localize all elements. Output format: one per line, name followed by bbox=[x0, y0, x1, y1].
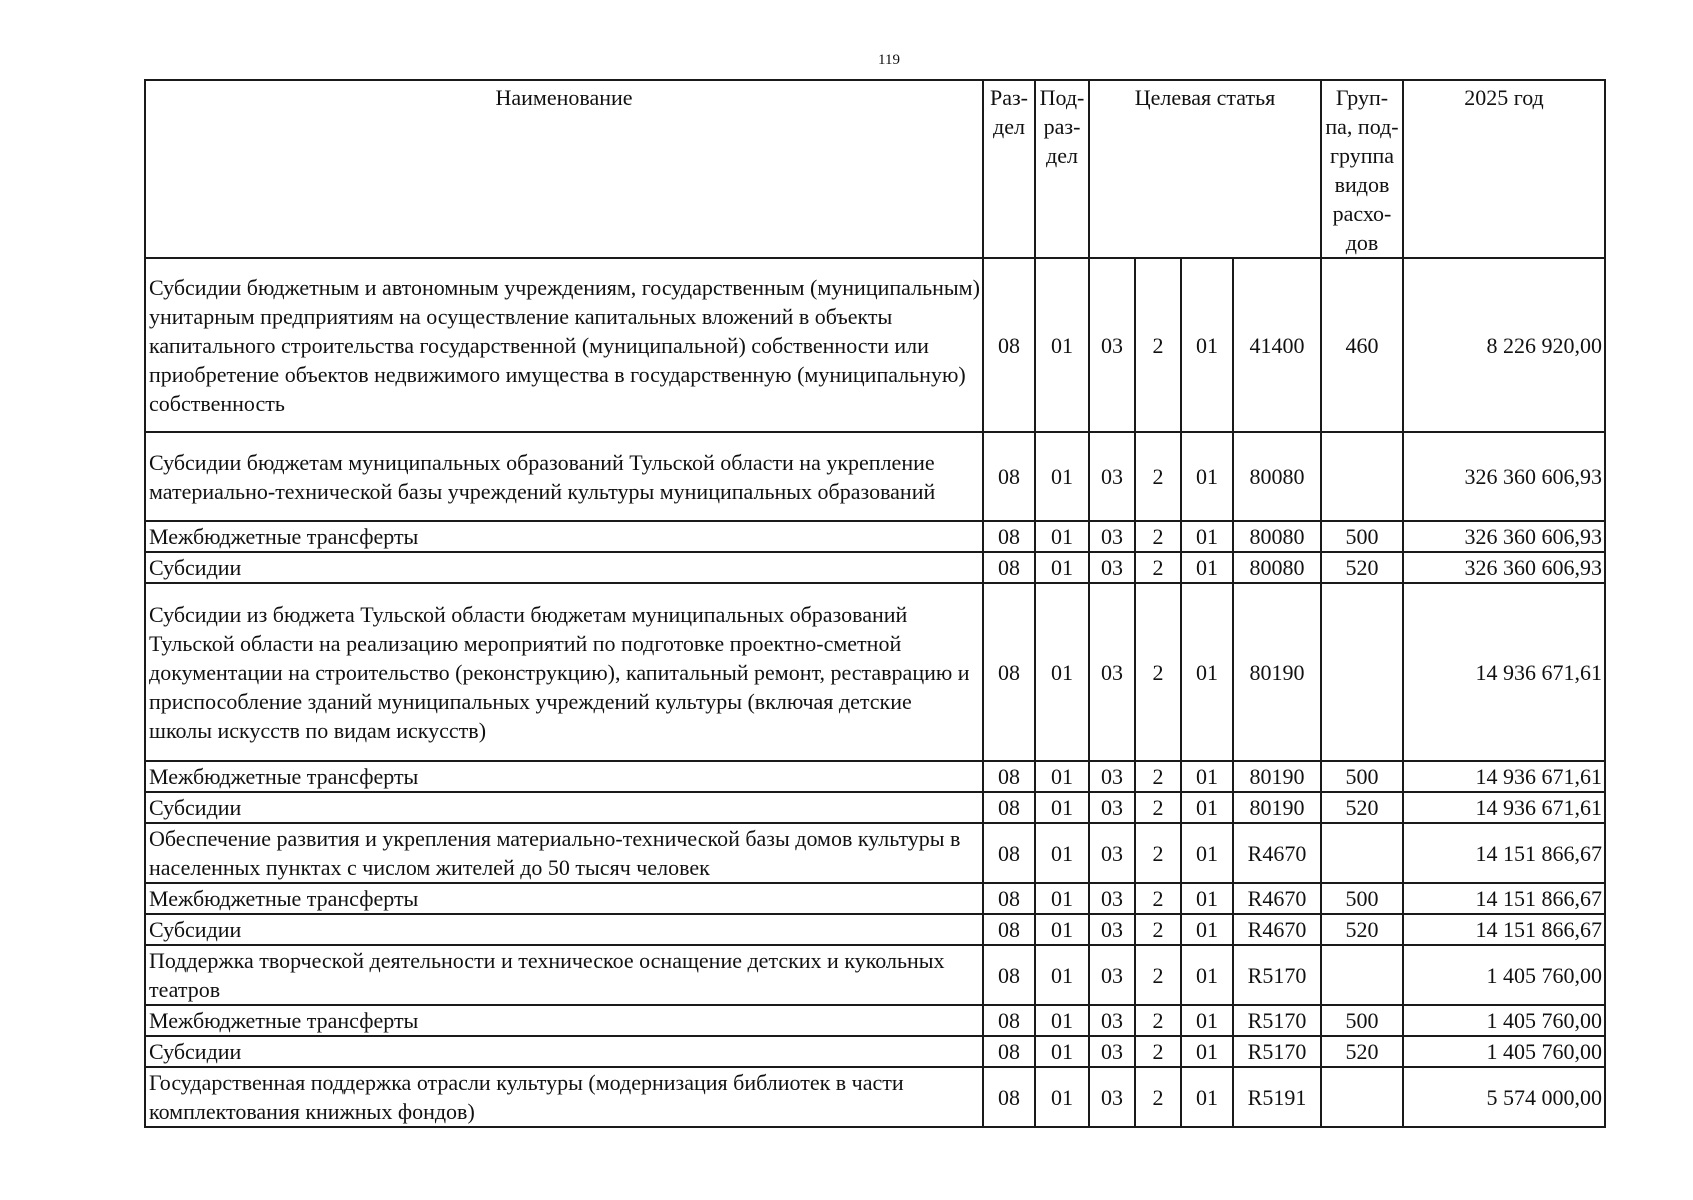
expense-group-cell bbox=[1321, 583, 1403, 761]
target-direction-cell: R4670 bbox=[1233, 914, 1321, 945]
podrazdel-cell: 01 bbox=[1035, 1067, 1089, 1127]
razdel-cell: 08 bbox=[983, 945, 1035, 1005]
table-row bbox=[145, 521, 1605, 552]
row-name: Межбюджетные трансферты bbox=[145, 883, 983, 914]
target-program-cell: 03 bbox=[1089, 552, 1135, 583]
target-program-cell: 03 bbox=[1089, 914, 1135, 945]
table-row bbox=[145, 1067, 1605, 1127]
target-subprogram-cell: 01 bbox=[1181, 1005, 1233, 1036]
razdel-cell: 08 bbox=[983, 883, 1035, 914]
target-type-cell: 2 bbox=[1135, 258, 1181, 432]
target-program-cell: 03 bbox=[1089, 761, 1135, 792]
expense-group-cell: 500 bbox=[1321, 1005, 1403, 1036]
razdel-cell: 08 bbox=[983, 914, 1035, 945]
table-row bbox=[145, 914, 1605, 945]
amount-cell: 14 936 671,61 bbox=[1403, 761, 1605, 792]
podrazdel-cell: 01 bbox=[1035, 521, 1089, 552]
target-subprogram-cell: 01 bbox=[1181, 945, 1233, 1005]
target-type-cell: 2 bbox=[1135, 1036, 1181, 1067]
target-subprogram-cell: 01 bbox=[1181, 914, 1233, 945]
target-type-cell: 2 bbox=[1135, 914, 1181, 945]
row-name: Обеспечение развития и укрепления материально-технической базы домов культуры в населенных пунктах с числом жителей до 50 тысяч человек bbox=[145, 823, 983, 883]
podrazdel-cell: 01 bbox=[1035, 792, 1089, 823]
amount-cell: 326 360 606,93 bbox=[1403, 552, 1605, 583]
row-name: Поддержка творческой деятельности и техническое оснащение детских и кукольных театров bbox=[145, 945, 983, 1005]
amount-cell: 14 936 671,61 bbox=[1403, 583, 1605, 761]
row-name: Субсидии из бюджета Тульской области бюджетам муниципальных образований Тульской области на реализацию мероприятий по подготовке проектно-сметной документации на строительство (реконструкцию), капитальный ремонт, реставрацию и приспособление зданий муниципальных учреждений культуры (включая детские школы искусств по видам искусств) bbox=[145, 583, 983, 761]
target-direction-cell: R4670 bbox=[1233, 883, 1321, 914]
row-name: Субсидии bbox=[145, 552, 983, 583]
amount-cell: 14 151 866,67 bbox=[1403, 883, 1605, 914]
target-program-cell: 03 bbox=[1089, 521, 1135, 552]
razdel-cell: 08 bbox=[983, 258, 1035, 432]
target-type-cell: 2 bbox=[1135, 823, 1181, 883]
razdel-cell: 08 bbox=[983, 1067, 1035, 1127]
row-name: Межбюджетные трансферты bbox=[145, 521, 983, 552]
razdel-cell: 08 bbox=[983, 792, 1035, 823]
target-direction-cell: 80190 bbox=[1233, 792, 1321, 823]
podrazdel-cell: 01 bbox=[1035, 583, 1089, 761]
target-subprogram-cell: 01 bbox=[1181, 552, 1233, 583]
page-number: 119 bbox=[878, 52, 900, 68]
target-direction-cell: 41400 bbox=[1233, 258, 1321, 432]
target-program-cell: 03 bbox=[1089, 1067, 1135, 1127]
header-podrazdel: Под- раз- дел bbox=[1035, 80, 1089, 258]
target-subprogram-cell: 01 bbox=[1181, 883, 1233, 914]
razdel-cell: 08 bbox=[983, 521, 1035, 552]
target-subprogram-cell: 01 bbox=[1181, 432, 1233, 521]
expense-group-cell: 500 bbox=[1321, 521, 1403, 552]
podrazdel-cell: 01 bbox=[1035, 823, 1089, 883]
target-direction-cell: R4670 bbox=[1233, 823, 1321, 883]
table-row bbox=[145, 583, 1605, 761]
target-program-cell: 03 bbox=[1089, 1005, 1135, 1036]
header-year-2025: 2025 год bbox=[1403, 80, 1605, 258]
target-program-cell: 03 bbox=[1089, 792, 1135, 823]
razdel-cell: 08 bbox=[983, 583, 1035, 761]
amount-cell: 14 151 866,67 bbox=[1403, 914, 1605, 945]
table-row bbox=[145, 792, 1605, 823]
table-row bbox=[145, 761, 1605, 792]
table-row bbox=[145, 945, 1605, 1005]
header-target-article: Целевая статья bbox=[1089, 80, 1321, 258]
target-direction-cell: R5170 bbox=[1233, 945, 1321, 1005]
expense-group-cell: 520 bbox=[1321, 1036, 1403, 1067]
expense-group-cell bbox=[1321, 945, 1403, 1005]
row-name: Субсидии бюджетам муниципальных образований Тульской области на укрепление материально-технической базы учреждений культуры муниципальных образований bbox=[145, 432, 983, 521]
target-direction-cell: R5191 bbox=[1233, 1067, 1321, 1127]
amount-cell: 1 405 760,00 bbox=[1403, 1036, 1605, 1067]
amount-cell: 1 405 760,00 bbox=[1403, 1005, 1605, 1036]
row-name: Субсидии bbox=[145, 792, 983, 823]
target-type-cell: 2 bbox=[1135, 792, 1181, 823]
budget-table bbox=[144, 79, 1606, 1128]
target-program-cell: 03 bbox=[1089, 258, 1135, 432]
target-subprogram-cell: 01 bbox=[1181, 1067, 1233, 1127]
target-program-cell: 03 bbox=[1089, 583, 1135, 761]
expense-group-cell: 500 bbox=[1321, 761, 1403, 792]
podrazdel-cell: 01 bbox=[1035, 1036, 1089, 1067]
target-subprogram-cell: 01 bbox=[1181, 258, 1233, 432]
table-row bbox=[145, 432, 1605, 521]
table-row bbox=[145, 258, 1605, 432]
podrazdel-cell: 01 bbox=[1035, 258, 1089, 432]
target-program-cell: 03 bbox=[1089, 883, 1135, 914]
table-row bbox=[145, 552, 1605, 583]
target-type-cell: 2 bbox=[1135, 761, 1181, 792]
row-name: Субсидии bbox=[145, 1036, 983, 1067]
target-subprogram-cell: 01 bbox=[1181, 1036, 1233, 1067]
podrazdel-cell: 01 bbox=[1035, 914, 1089, 945]
target-direction-cell: 80190 bbox=[1233, 583, 1321, 761]
target-program-cell: 03 bbox=[1089, 1036, 1135, 1067]
expense-group-cell bbox=[1321, 1067, 1403, 1127]
target-type-cell: 2 bbox=[1135, 432, 1181, 521]
target-type-cell: 2 bbox=[1135, 521, 1181, 552]
target-direction-cell: 80080 bbox=[1233, 521, 1321, 552]
target-subprogram-cell: 01 bbox=[1181, 521, 1233, 552]
table-row bbox=[145, 823, 1605, 883]
podrazdel-cell: 01 bbox=[1035, 761, 1089, 792]
podrazdel-cell: 01 bbox=[1035, 1005, 1089, 1036]
amount-cell: 1 405 760,00 bbox=[1403, 945, 1605, 1005]
expense-group-cell: 460 bbox=[1321, 258, 1403, 432]
target-type-cell: 2 bbox=[1135, 552, 1181, 583]
podrazdel-cell: 01 bbox=[1035, 883, 1089, 914]
razdel-cell: 08 bbox=[983, 1036, 1035, 1067]
amount-cell: 326 360 606,93 bbox=[1403, 521, 1605, 552]
target-type-cell: 2 bbox=[1135, 1005, 1181, 1036]
podrazdel-cell: 01 bbox=[1035, 552, 1089, 583]
razdel-cell: 08 bbox=[983, 552, 1035, 583]
expense-group-cell: 520 bbox=[1321, 792, 1403, 823]
table-row bbox=[145, 1036, 1605, 1067]
amount-cell: 5 574 000,00 bbox=[1403, 1067, 1605, 1127]
amount-cell: 8 226 920,00 bbox=[1403, 258, 1605, 432]
table-row bbox=[145, 1005, 1605, 1036]
row-name: Государственная поддержка отрасли культуры (модернизация библиотек в части комплектования книжных фондов) bbox=[145, 1067, 983, 1127]
target-type-cell: 2 bbox=[1135, 583, 1181, 761]
target-program-cell: 03 bbox=[1089, 945, 1135, 1005]
table-row bbox=[145, 883, 1605, 914]
header-expense-group: Груп- па, под- группа видов расхо- дов bbox=[1321, 80, 1403, 258]
expense-group-cell: 500 bbox=[1321, 883, 1403, 914]
target-subprogram-cell: 01 bbox=[1181, 823, 1233, 883]
target-program-cell: 03 bbox=[1089, 432, 1135, 521]
razdel-cell: 08 bbox=[983, 823, 1035, 883]
razdel-cell: 08 bbox=[983, 432, 1035, 521]
target-direction-cell: 80190 bbox=[1233, 761, 1321, 792]
amount-cell: 14 151 866,67 bbox=[1403, 823, 1605, 883]
podrazdel-cell: 01 bbox=[1035, 945, 1089, 1005]
target-direction-cell: R5170 bbox=[1233, 1036, 1321, 1067]
podrazdel-cell: 01 bbox=[1035, 432, 1089, 521]
target-subprogram-cell: 01 bbox=[1181, 583, 1233, 761]
amount-cell: 14 936 671,61 bbox=[1403, 792, 1605, 823]
target-type-cell: 2 bbox=[1135, 883, 1181, 914]
header-name: Наименование bbox=[145, 80, 983, 258]
target-direction-cell: 80080 bbox=[1233, 552, 1321, 583]
row-name: Субсидии бюджетным и автономным учреждениям, государственным (муниципальным) унитарным предприятиям на осуществление капитальных вложений в объекты капитального строительства государственной (муниципальной) собственности или приобретение объектов недвижимого имущества в государственную (муниципальную) собственность bbox=[145, 258, 983, 432]
row-name: Субсидии bbox=[145, 914, 983, 945]
expense-group-cell: 520 bbox=[1321, 552, 1403, 583]
header-row bbox=[145, 80, 1605, 258]
row-name: Межбюджетные трансферты bbox=[145, 761, 983, 792]
amount-cell: 326 360 606,93 bbox=[1403, 432, 1605, 521]
razdel-cell: 08 bbox=[983, 761, 1035, 792]
target-type-cell: 2 bbox=[1135, 945, 1181, 1005]
target-type-cell: 2 bbox=[1135, 1067, 1181, 1127]
target-direction-cell: 80080 bbox=[1233, 432, 1321, 521]
target-direction-cell: R5170 bbox=[1233, 1005, 1321, 1036]
razdel-cell: 08 bbox=[983, 1005, 1035, 1036]
target-subprogram-cell: 01 bbox=[1181, 792, 1233, 823]
expense-group-cell: 520 bbox=[1321, 914, 1403, 945]
row-name: Межбюджетные трансферты bbox=[145, 1005, 983, 1036]
target-subprogram-cell: 01 bbox=[1181, 761, 1233, 792]
expense-group-cell bbox=[1321, 823, 1403, 883]
header-razdel: Раз- дел bbox=[983, 80, 1035, 258]
target-program-cell: 03 bbox=[1089, 823, 1135, 883]
expense-group-cell bbox=[1321, 432, 1403, 521]
